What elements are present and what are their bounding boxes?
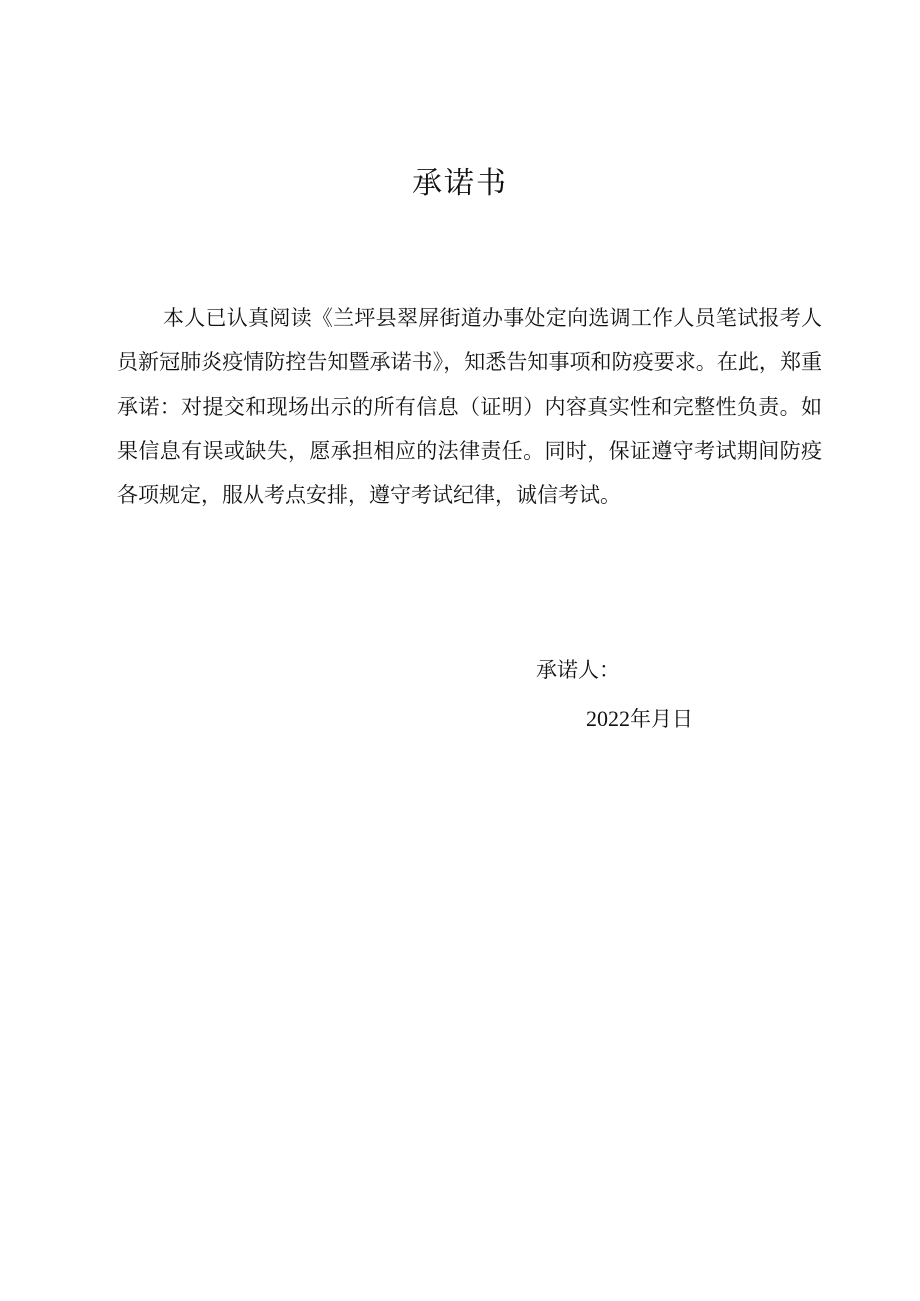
date-year: 2022 <box>586 706 630 731</box>
date-rest: 年月日 <box>630 707 693 731</box>
document-title: 承诺书 <box>412 166 508 201</box>
commitment-paragraph: 本人已认真阅读《兰坪县翠屏街道办事处定向选调工作人员笔试报考人员新冠肺炎疫情防控告知暨承诺书》，知悉告知事项和防疫要求。在此，郑重承诺：对提交和现场出示的所有信息（证明）内容真实性和完整性负责。如果信息有误或缺失，愿承担相应的法律责任。同时，保证遵守考试期间防疫各项规定，服从考点安排，遵守考试纪律，诚信考试。 <box>117 306 822 508</box>
signer-label: 承诺人： <box>536 658 620 682</box>
date-line <box>586 701 693 737</box>
